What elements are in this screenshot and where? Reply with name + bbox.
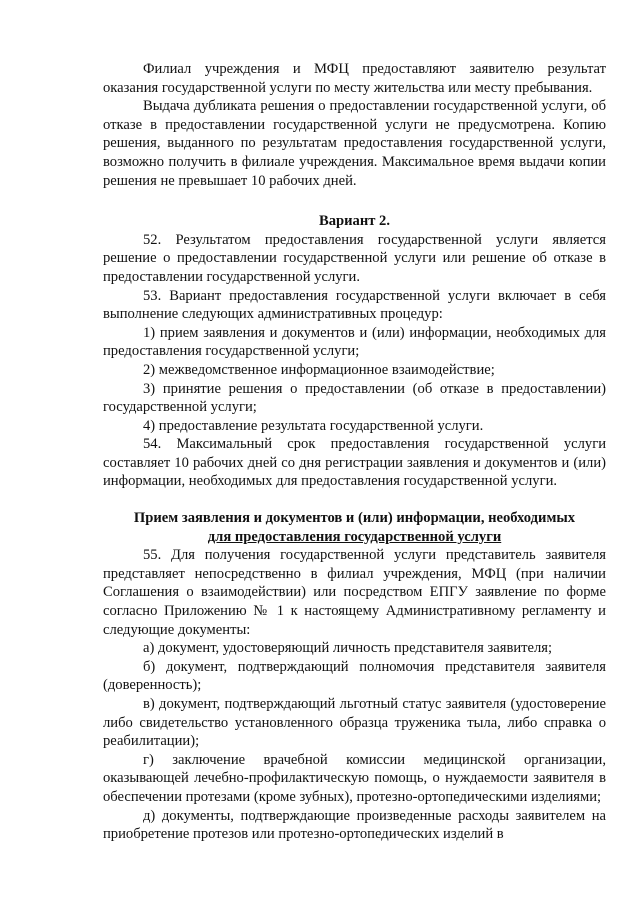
paragraph: Филиал учреждения и МФЦ предоставляют заявителю результат оказания государственной услуги по месту жительства или месту пребывания. — [103, 61, 606, 96]
list-item: д) документы, подтверждающие произведенные расходы заявителем на приобретение протезов или протезно-ортопедических изделий в — [103, 807, 606, 843]
paragraph: 52. Результатом предоставления государственной услуги является решение о предоставлении государственной услуги или решение об отказе в предоставлении государственной услуги. — [103, 231, 606, 285]
spacer — [103, 190, 606, 212]
paragraph: 53. Вариант предоставления государственной услуги включает в себя выполнение следующих административных процедур: — [103, 287, 606, 323]
list-item: а) документ, удостоверяющий личность представителя заявителя; — [143, 640, 553, 657]
variant-heading: Вариант 2. — [318, 213, 391, 230]
list-item: г) заключение врачебной комиссии медицинской организации, оказывающей лечебно-профилактическую помощь, о нуждаемости заявителя в обеспечении протезами (кроме зубных), протезно-ортопедическими изделиями; — [103, 751, 606, 805]
spacer — [103, 491, 606, 509]
section-heading-line2: для предоставления государственной услуги — [207, 528, 502, 545]
paragraph: 54. Максимальный срок предоставления государственной услуги составляет 10 рабочих дней со дня регистрации заявления и документов и (или) информации, необходимых для предоставления государственной услуги. — [103, 436, 606, 490]
list-item: 3) принятие решения о предоставлении (об отказе в предоставлении) государственной услуги; — [103, 380, 606, 416]
section-heading — [103, 509, 606, 546]
list-item: 2) межведомственное информационное взаимодействие; — [143, 361, 495, 378]
section-heading-line1: Прием заявления и документов и (или) информации, необходимых — [133, 510, 576, 527]
list-item: в) документ, подтверждающий льготный статус заявителя (удостоверение либо свидетельство установленного образца труженика тыла, либо справка о реабилитации); — [103, 696, 606, 750]
list-item: 4) предоставление результата государственной услуги. — [143, 417, 484, 434]
list-item: б) документ, подтверждающий полномочия представителя заявителя (доверенность); — [103, 658, 606, 694]
paragraph: Выдача дубликата решения о предоставлении государственной услуги, об отказе в предоставлении государственной услуги не предусмотрена. Копию решения, выданного по результатам предоставления государственной услуги, возможно получить в филиале учреждения. Максимальное время выдачи копии решения не превышает 10 рабочих дней. — [103, 98, 606, 189]
list-item: 1) прием заявления и документов и (или) информации, необходимых для предоставления государственной услуги; — [103, 324, 606, 360]
paragraph: 55. Для получения государственной услуги представитель заявителя представляет непосредственно в филиал учреждения, МФЦ (при наличии Соглашения о взаимодействии) или посредством ЕПГУ заявление по форме согласно Приложению № 1 к настоящему Административному регламенту и следующие документы: — [103, 547, 606, 638]
